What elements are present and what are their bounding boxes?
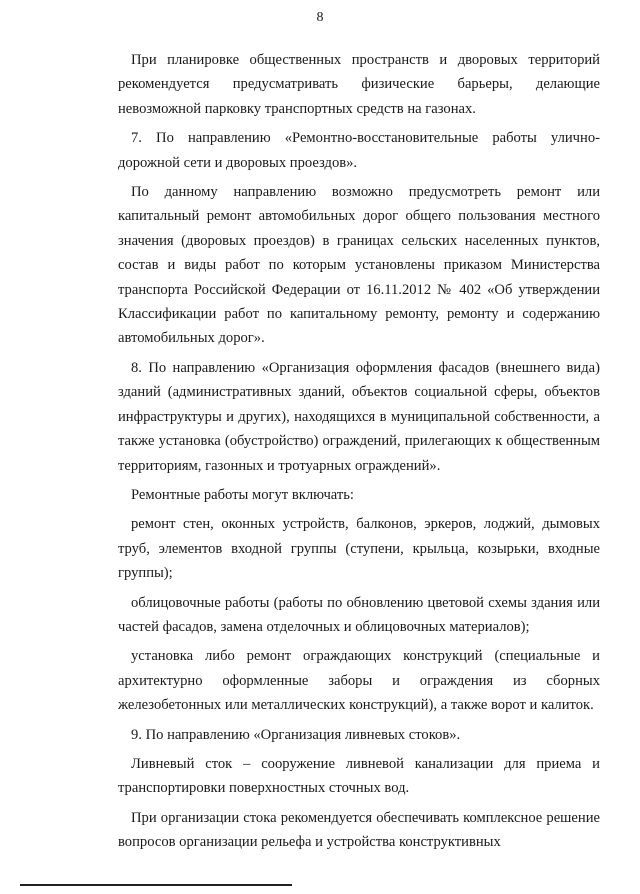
paragraph-fence-installation: установка либо ремонт ограждающих конструкций (специальные и архитектурно оформленные заборы и ограждения из сборных железобетонных или металлических конструкций), а также ворот и калиток. xyxy=(118,648,600,714)
paragraph-repair-works-intro: Ремонтные работы могут включать: xyxy=(131,486,354,503)
paragraph-barriers: При планировке общественных пространств и дворовых территорий рекомендуется предусматривать физические барьеры, делающие невозможной парковку транспортных средств на газонах. xyxy=(118,52,600,117)
paragraph-section-7-heading: 7. По направлению «Ремонтно-восстановительные работы улично-дорожной сети и дворовых проездов». xyxy=(118,130,600,171)
paragraph-section-8-heading: 8. По направлению «Организация оформления фасадов (внешнего вида) зданий (административных зданий, объектов социальной сферы, объектов инфраструктуры и других), находящихся в муниципальной собственности, а также установка (обустройство) ограждений, прилегающих к общественным территориям, газонных и тротуарных ограждений». xyxy=(118,359,600,474)
document-body xyxy=(118,48,600,860)
paragraph-drain-organization: При организации стока рекомендуется обеспечивать комплексное решение вопросов организации рельефа и устройства конструктивных xyxy=(118,809,600,851)
paragraph-facing-works: облицовочные работы (работы по обновлению цветовой схемы здания или частей фасадов, замена отделочных и облицовочных материалов); xyxy=(118,594,600,635)
footer-divider xyxy=(20,884,292,886)
paragraph-storm-drain-definition: Ливневый сток – сооружение ливневой канализации для приема и транспортировки поверхностных сточных вод. xyxy=(118,755,600,797)
page-number: 8 xyxy=(316,10,324,25)
paragraph-wall-repair: ремонт стен, оконных устройств, балконов, эркеров, лоджий, дымовых труб, элементов входной группы (ступени, крыльца, козырьки, входные группы); xyxy=(118,516,600,582)
paragraph-road-repair: По данному направлению возможно предусмотреть ремонт или капитальный ремонт автомобильных дорог общего пользования местного значения (дворовых проездов) в границах сельских населенных пунктов, состав и виды работ по которым установлены приказом Министерства транспорта Российской Федерации от 16.11.2012 № 402 «Об утверждении Классификации работ по капитальному ремонту, ремонту и содержанию автомобильных дорог». xyxy=(118,184,600,347)
paragraph-section-9-heading: 9. По направлению «Организация ливневых стоков». xyxy=(131,726,461,743)
